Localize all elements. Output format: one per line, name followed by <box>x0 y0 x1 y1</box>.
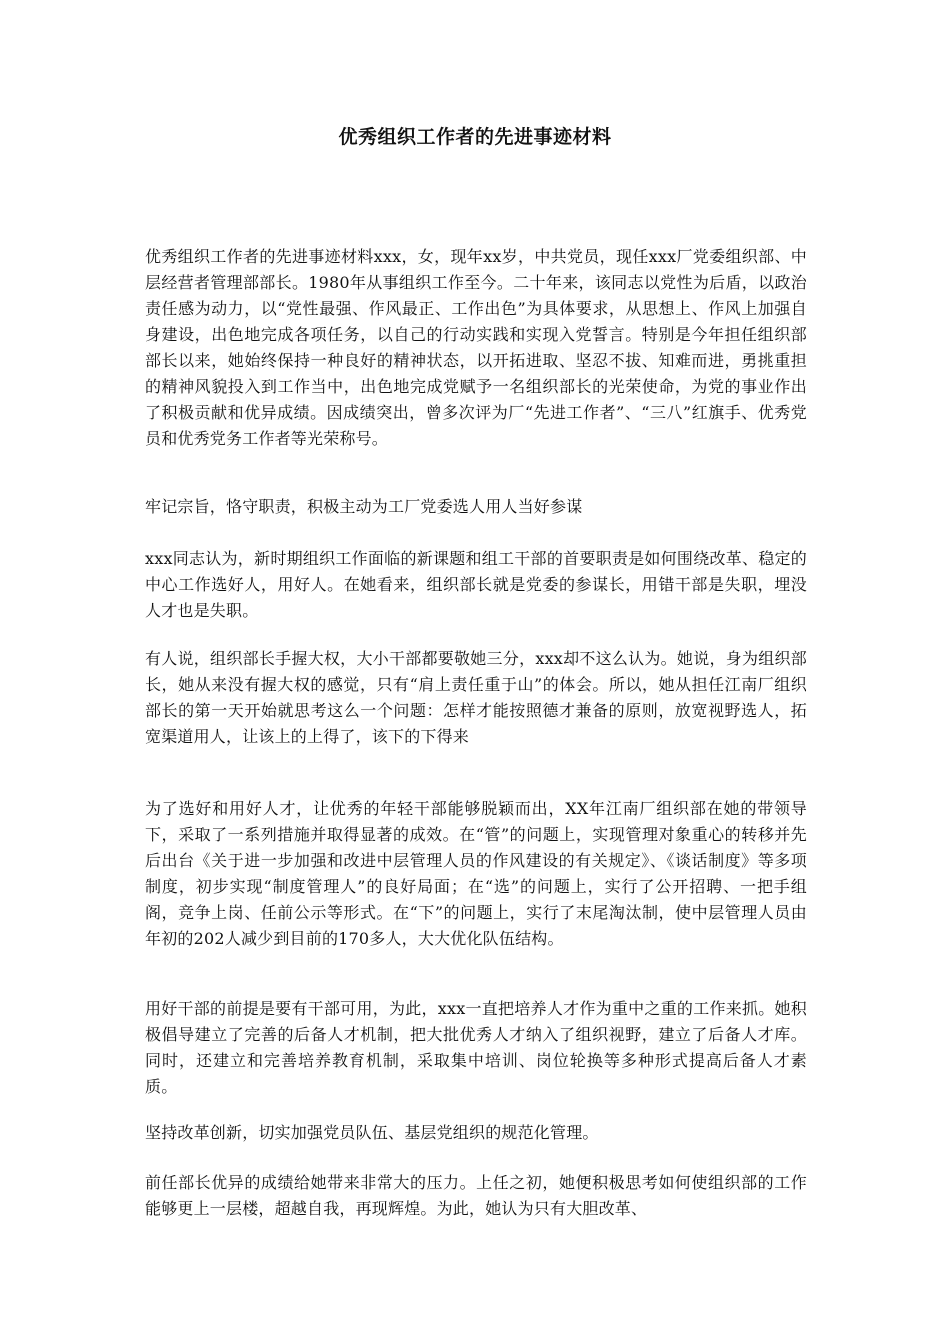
paragraph-selection-duty: xxx同志认为，新时期组织工作面临的新课题和组工干部的首要职责是如何围绕改革、稳定的中心工作选好人，用好人。在她看来，组织部长就是党委的参谋长，用错干部是失职，埋没人才也是失职。 <box>145 549 807 620</box>
section-heading-reform: 坚持改革创新，切实加强党员队伍、基层党组织的规范化管理。 <box>145 1123 599 1142</box>
document-title: 优秀组织工作者的先进事迹材料 <box>338 126 612 148</box>
paragraph-pressure: 前任部长优异的成绩给她带来非常大的压力。上任之初，她便积极思考如何使组织部的工作能够更上一层楼，超越自我，再现辉煌。为此，她认为只有大胆改革、 <box>145 1173 807 1218</box>
paragraph-intro: 优秀组织工作者的先进事迹材料xxx，女，现年xx岁，中共党员，现任xxx厂党委组织部、中层经营者管理部部长。1980年从事组织工作至今。二十年来，该同志以党性为后盾，以政治责任感为动力，以“党性最强、作风最正、工作出色”为具体要求，从思想上、作风上加强自身建设，出色地完成各项任务，以自己的行动实践和实现入党誓言。特别是今年担任组织部部长以来，她始终保持一种良好的精神状态，以开拓进取、坚忍不拔、知难而进，勇挑重担的精神风貌投入到工作当中，出色地完成党赋予一名组织部长的光荣使命，为党的事业作出了积极贡献和优异成绩。因成绩突出，曾多次评为厂“先进工作者”、“三八”红旗手、优秀党员和优秀党务工作者等光荣称号。 <box>145 247 807 448</box>
paragraph-measures: 为了选好和用好人才，让优秀的年轻干部能够脱颖而出，XX年江南厂组织部在她的带领导下，采取了一系列措施并取得显著的成效。在“管”的问题上，实现管理对象重心的转移并先后出台《关于进一步加强和改进中层管理人员的作风建设的有关规定》、《谈话制度》等多项制度，初步实现“制度管理人”的良好局面；在“选”的问题上，实行了公开招聘、一把手组阁，竞争上岗、任前公示等形式。在“下”的问题上，实行了末尾淘汰制，使中层管理人员由年初的202人减少到目前的170多人，大大优化队伍结构。 <box>145 799 807 948</box>
paragraph-talent-training: 用好干部的前提是要有干部可用，为此，xxx一直把培养人才作为重中之重的工作来抓。她积极倡导建立了完善的后备人才机制，把大批优秀人才纳入了组织视野，建立了后备人才库。同时，还建立和完善培养教育机制，采取集中培训、岗位轮换等多种形式提高后备人才素质。 <box>145 999 807 1096</box>
paragraph-responsibility: 有人说，组织部长手握大权，大小干部都要敬她三分，xxx却不这么认为。她说，身为组织部长，她从来没有握大权的感觉，只有“肩上责任重于山”的体会。所以，她从担任江南厂组织部长的第一天开始就思考这么一个问题：怎样才能按照德才兼备的原则，放宽视野选人，拓宽渠道用人，让该上的上得了，该下的下得来 <box>145 649 807 746</box>
section-heading-duty: 牢记宗旨，恪守职责，积极主动为工厂党委选人用人当好参谋 <box>145 497 583 516</box>
